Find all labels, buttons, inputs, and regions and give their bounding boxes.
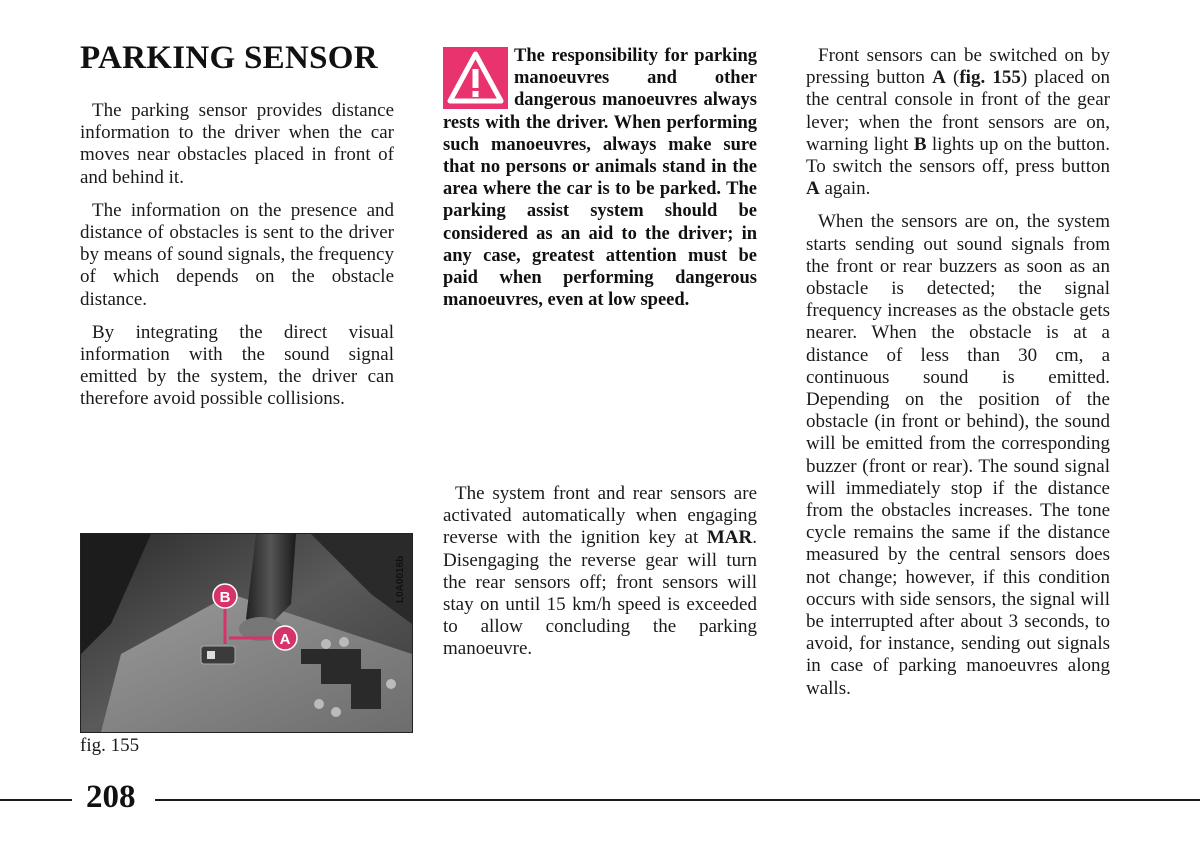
- intro-paragraph-2: The information on the presence and distance of obstacles is sent to the driver by means of sound signals, the frequency of which depends on the obstacle distance.: [80, 199, 394, 310]
- figure-code-text: L0A0016b: [395, 555, 406, 603]
- intro-column: [80, 100, 394, 422]
- mar-key-label: MAR: [706, 527, 753, 549]
- page-number: 208: [86, 779, 136, 815]
- callout-b: B: [219, 589, 231, 606]
- warning-triangle-icon: [443, 47, 508, 109]
- footer-rule-right: [155, 799, 1200, 801]
- operation-column: [806, 45, 1110, 711]
- operation-paragraph-1: Front sensors can be switched on by pressing button A (fig. 155) placed on the central console in front of the gear lever; when the front sensors are on, warning light B lights up on the button. To switch the sensors off, press button A again.: [806, 45, 1111, 200]
- warning-text: The responsibility for parking manoeuvres and other dangerous manoeuvres always rests with the driver. When performing such manoeuvres, always make sure that no persons or animals stand in the area where the car is to be parked. The parking assist system should be considered as an aid to the driver; in any case, greatest attention must be paid when performing dangerous manoeuvres, even at low speed.: [443, 46, 757, 311]
- callout-a: A: [279, 631, 291, 648]
- intro-paragraph-3: By integrating the direct visual information with the sound signal emitted by the system, the driver can therefore avoid possible collisions.: [80, 321, 394, 410]
- figure-caption: fig. 155: [80, 735, 140, 756]
- gear-console-image: [81, 534, 412, 732]
- fig-reference: fig. 155: [959, 67, 1021, 89]
- warning-box: [443, 45, 757, 311]
- intro-paragraph-1: The parking sensor provides distance information to the driver when the car moves near obstacles placed in front of and behind it.: [80, 100, 394, 188]
- console-figure: [80, 533, 413, 733]
- activation-paragraph: [443, 483, 757, 661]
- footer-rule-left: [0, 799, 72, 801]
- button-a-label: A: [932, 67, 946, 89]
- activation-text-1: The system front and rear sensors are activated automatically when engaging reverse with the ignition key at: [443, 483, 757, 549]
- activation-text-2: . Disengaging the reverse gear will turn the rear sensors off; front sensors will stay on until 15 km/h speed is exceeded to allow concluding the parking manoeuvre.: [443, 527, 757, 660]
- page-title: PARKING SENSOR: [80, 40, 378, 76]
- activation-column: [443, 483, 757, 672]
- light-b-label: B: [913, 133, 927, 155]
- button-a-label-2: A: [806, 178, 820, 200]
- figure-code: [389, 535, 409, 605]
- operation-paragraph-2: When the sensors are on, the system starts sending out sound signals from the front or rear buzzers as soon as an obstacle is detected; the signal frequency increases as the obstacle gets nearer. When the obstacle is at a distance of less than 30 cm, a continuous sound is emitted. Depending on the position of the obstacle (in front or behind), the sound will be emitted from the corresponding buzzer (front or rear). The sound signal will immediately stop if the distance from the obstacles increases. The tone cycle remains the same if the distance measured by the central sensors does not change; however, if this condition occurs with side sensors, the signal will be interrupted after about 3 seconds, to avoid, for instance, sending out signals in case of parking manoeuvres along walls.: [806, 211, 1110, 699]
